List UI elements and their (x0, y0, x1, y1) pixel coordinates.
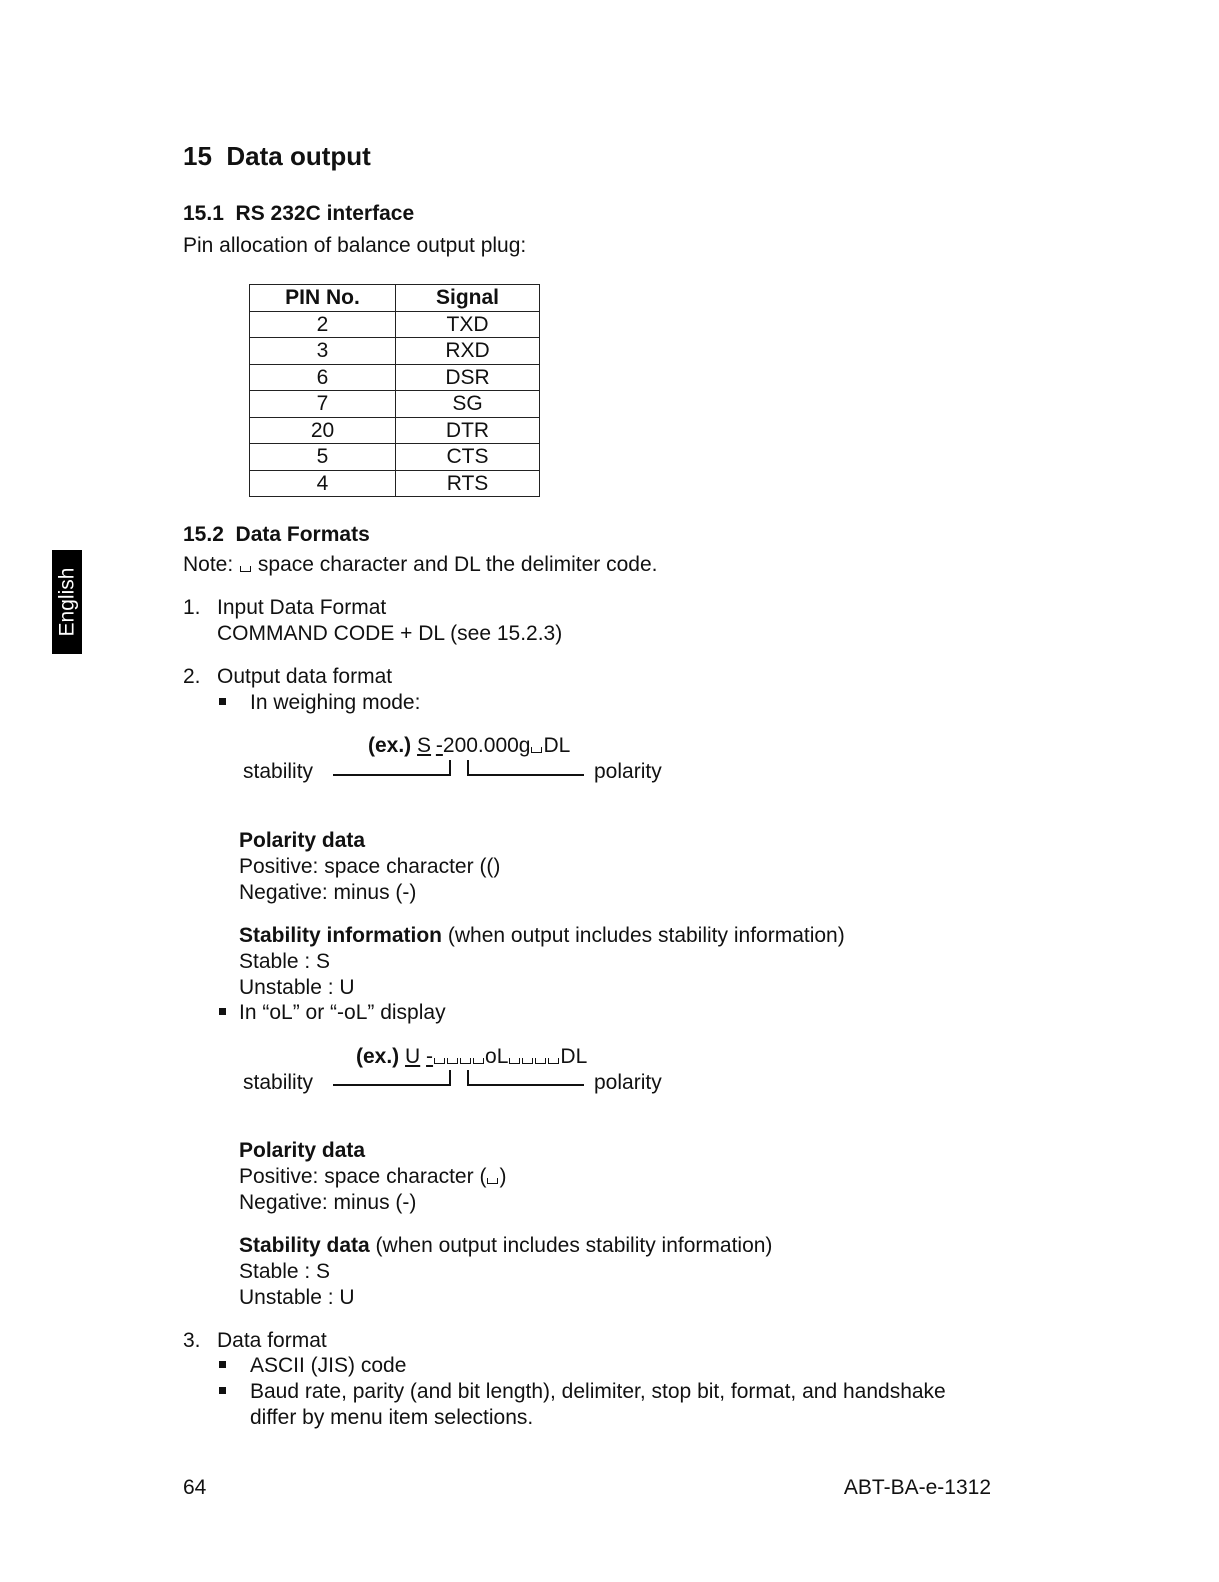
weighing-mode-label: In weighing mode: (250, 691, 421, 714)
polarity-negative: Negative: minus (-) (239, 881, 417, 904)
data-format-title: Data format (217, 1329, 327, 1352)
settings-item-line1: Baud rate, parity (and bit length), delimiter, stop bit, format, and handshake (250, 1380, 946, 1403)
stability-data-title: Stability data (239, 1234, 370, 1257)
signal-cell: CTS (396, 444, 540, 471)
polarity-char: - (435, 734, 443, 757)
space-symbol-icon (535, 1058, 546, 1064)
stability-pointer-tick (449, 1070, 451, 1086)
polarity-pointer-tick (467, 760, 469, 776)
stability-data-line (239, 1233, 772, 1258)
section-number: 15 (183, 141, 212, 171)
output-data-format-title: Output data format (217, 665, 393, 688)
signal-cell: DTR (396, 417, 540, 444)
stability-pointer-tick (449, 760, 451, 776)
table-row (250, 338, 540, 365)
ascii-code-item: ASCII (JIS) code (250, 1354, 407, 1377)
space-symbol-icon (531, 747, 542, 753)
note-text: space character and DL the delimiter code. (257, 553, 658, 576)
space-symbol-icon (447, 1058, 458, 1064)
table-header-row (250, 285, 540, 312)
stability-label: stability (243, 1071, 314, 1094)
section-heading (183, 141, 371, 172)
stability-data-note: (when output includes stability information) (375, 1234, 773, 1257)
signal-cell: RTS (396, 470, 540, 497)
pin-cell: 6 (250, 364, 396, 391)
table-row (250, 364, 540, 391)
polarity-positive-text: Positive: space character ( (239, 1165, 487, 1188)
settings-item-line2: differ by menu item selections. (250, 1406, 534, 1429)
polarity-label: polarity (594, 760, 662, 783)
stability-stable: Stable : S (239, 950, 331, 973)
space-symbol-icon (509, 1058, 520, 1064)
stability-label: stability (243, 760, 314, 783)
pin-allocation-table (249, 284, 540, 497)
pin-cell: 3 (250, 338, 396, 365)
space-symbol-icon (487, 1178, 498, 1184)
language-side-tab (52, 550, 82, 654)
table-row (250, 470, 540, 497)
example-label: (ex.) (356, 1045, 400, 1068)
list-number-2: 2. (183, 665, 201, 688)
table-header-pin: PIN No. (250, 285, 396, 312)
pin-cell: 2 (250, 311, 396, 338)
stability-pointer-line (333, 1084, 451, 1086)
subsection-title: Data Formats (235, 523, 370, 546)
space-symbol-icon (240, 566, 251, 572)
polarity-data-title: Polarity data (239, 1139, 366, 1162)
stability-information-line (239, 923, 845, 948)
input-data-format-title: Input Data Format (217, 596, 387, 619)
document-id: ABT-BA-e-1312 (843, 1476, 991, 1499)
bullet-icon (219, 1387, 226, 1394)
space-symbol-icon (434, 1058, 445, 1064)
signal-cell: SG (396, 391, 540, 418)
subsection-title: RS 232C interface (235, 202, 415, 225)
pin-allocation-intro: Pin allocation of balance output plug: (183, 234, 527, 257)
pin-cell: 20 (250, 417, 396, 444)
space-symbol-icon (522, 1058, 533, 1064)
polarity-positive (239, 1164, 506, 1189)
signal-cell: RXD (396, 338, 540, 365)
stability-information-title: Stability information (239, 924, 443, 947)
list-number-1: 1. (183, 596, 201, 619)
note-line (183, 552, 658, 577)
table-header-signal: Signal (396, 285, 540, 312)
overload-display-label: In “oL” or “-oL” display (239, 1001, 446, 1024)
polarity-positive-close: ) (499, 1165, 507, 1188)
bullet-icon (219, 1008, 226, 1015)
polarity-pointer-line (467, 1084, 584, 1086)
delimiter-code: DL (560, 1045, 588, 1068)
space-symbol-icon (460, 1058, 471, 1064)
table-row (250, 391, 540, 418)
space-symbol-icon (548, 1058, 559, 1064)
note-prefix: Note: (183, 553, 234, 576)
polarity-pointer-line (467, 774, 584, 776)
page-number: 64 (183, 1476, 207, 1499)
signal-cell: TXD (396, 311, 540, 338)
list-number-3: 3. (183, 1329, 201, 1352)
overload-code: oL (485, 1045, 509, 1068)
subsection-number: 15.1 (183, 202, 224, 225)
subsection-heading-15-2 (183, 522, 370, 547)
example-2 (356, 1044, 587, 1069)
polarity-pointer-tick (467, 1070, 469, 1086)
stability-pointer-line (333, 774, 451, 776)
polarity-data-title: Polarity data (239, 829, 366, 852)
stability-unstable: Unstable : U (239, 976, 355, 999)
input-data-format-text: COMMAND CODE + DL (see 15.2.3) (217, 622, 563, 645)
stability-stable: Stable : S (239, 1260, 331, 1283)
space-symbol-icon (473, 1058, 484, 1064)
bullet-icon (219, 698, 226, 705)
subsection-number: 15.2 (183, 523, 224, 546)
section-title: Data output (226, 141, 371, 171)
stability-char: S (417, 734, 432, 757)
table-row (250, 444, 540, 471)
polarity-positive: Positive: space character (() (239, 855, 501, 878)
subsection-heading-15-1 (183, 201, 414, 226)
pin-cell: 4 (250, 470, 396, 497)
pin-cell: 7 (250, 391, 396, 418)
delimiter-code: DL (543, 734, 571, 757)
stability-information-note: (when output includes stability information) (447, 924, 845, 947)
bullet-icon (219, 1361, 226, 1368)
example-value: 200.000g (442, 734, 531, 757)
table-row (250, 417, 540, 444)
pin-cell: 5 (250, 444, 396, 471)
stability-unstable: Unstable : U (239, 1286, 355, 1309)
polarity-label: polarity (594, 1071, 662, 1094)
polarity-char: - (426, 1045, 434, 1068)
stability-char: U (405, 1045, 421, 1068)
signal-cell: DSR (396, 364, 540, 391)
example-1 (368, 733, 570, 758)
polarity-negative: Negative: minus (-) (239, 1191, 417, 1214)
language-label: English (55, 567, 79, 637)
example-label: (ex.) (368, 734, 412, 757)
table-row (250, 311, 540, 338)
